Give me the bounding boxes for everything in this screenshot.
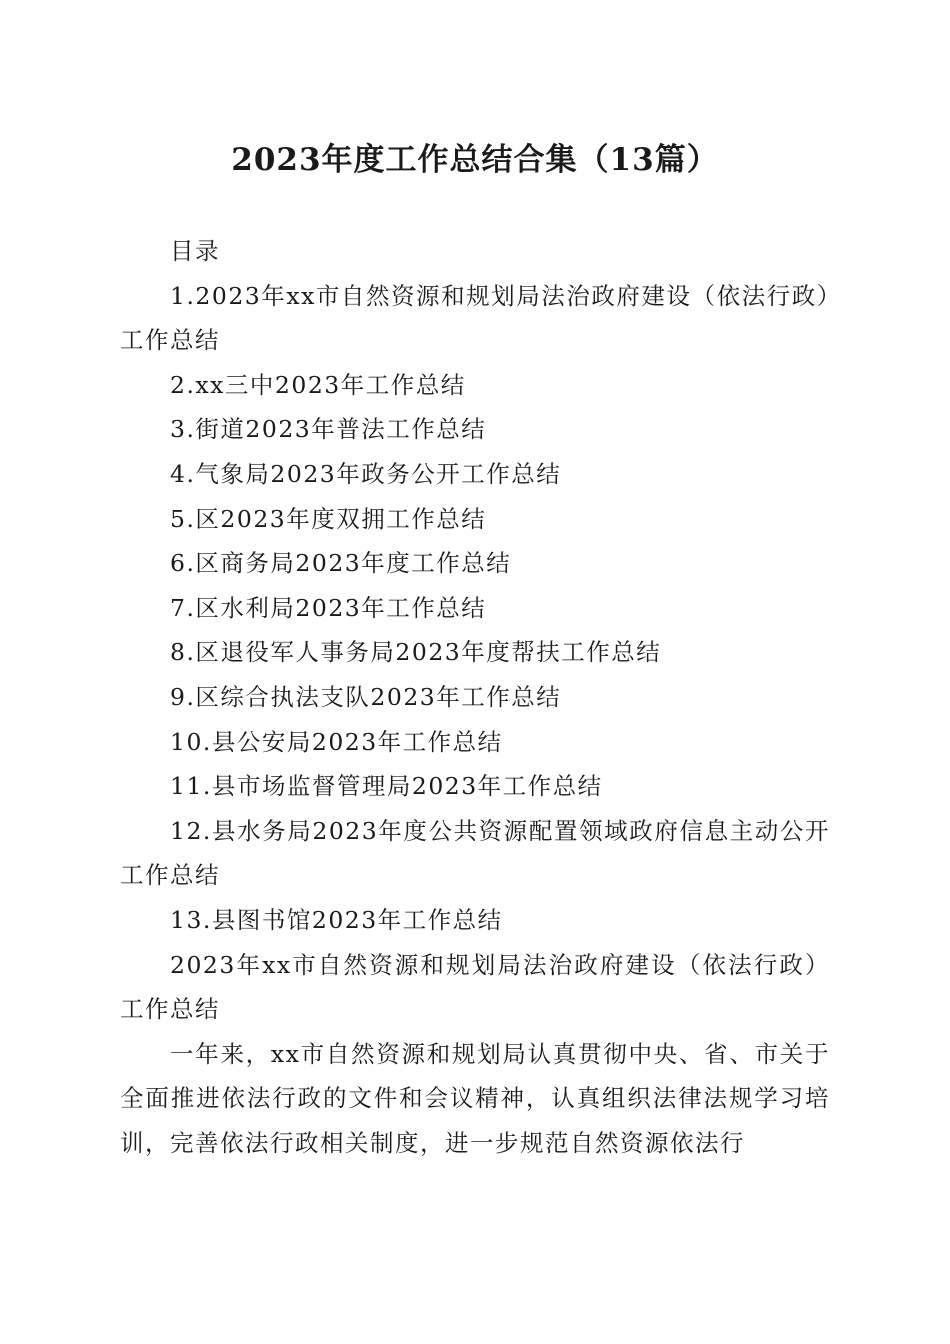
toc-heading: 目录 (170, 237, 220, 265)
toc-item-8: 8.区退役军人事务局2023年度帮扶工作总结 (170, 638, 662, 667)
body-paragraph: 一年来，xx市自然资源和规划局认真贯彻中央、省、市关于全面推进依法行政的文件和会议精神，认真组织法律法规学习培训，完善依法行政相关制度，进一步规范自然资源依法行 (120, 1039, 830, 1157)
section-title: 2023年xx市自然资源和规划局法治政府建设（依法行政）工作总结 (120, 950, 830, 1024)
toc-item-11: 11.县市场监督管理局2023年工作总结 (170, 772, 603, 801)
document-body (120, 229, 830, 1165)
toc-item-7: 7.区水利局2023年工作总结 (170, 593, 487, 622)
toc-item-9: 9.区综合执法支队2023年工作总结 (170, 682, 562, 711)
toc-item-10: 10.县公安局2023年工作总结 (170, 727, 503, 756)
toc-item-5: 5.区2023年度双拥工作总结 (170, 504, 487, 533)
toc-item-3: 3.街道2023年普法工作总结 (170, 415, 487, 444)
toc-item-2: 2.xx三中2023年工作总结 (170, 370, 466, 399)
toc-item-6: 6.区商务局2023年度工作总结 (170, 549, 512, 578)
toc-item-4: 4.气象局2023年政务公开工作总结 (170, 459, 562, 488)
document-title: 2023年度工作总结合集（13篇） (231, 142, 719, 178)
toc-item-1: 1.2023年xx市自然资源和规划局法治政府建设（依法行政）工作总结 (120, 281, 830, 355)
toc-item-13: 13.县图书馆2023年工作总结 (170, 905, 503, 934)
toc-item-12: 12.县水务局2023年度公共资源配置领域政府信息主动公开工作总结 (120, 816, 830, 890)
